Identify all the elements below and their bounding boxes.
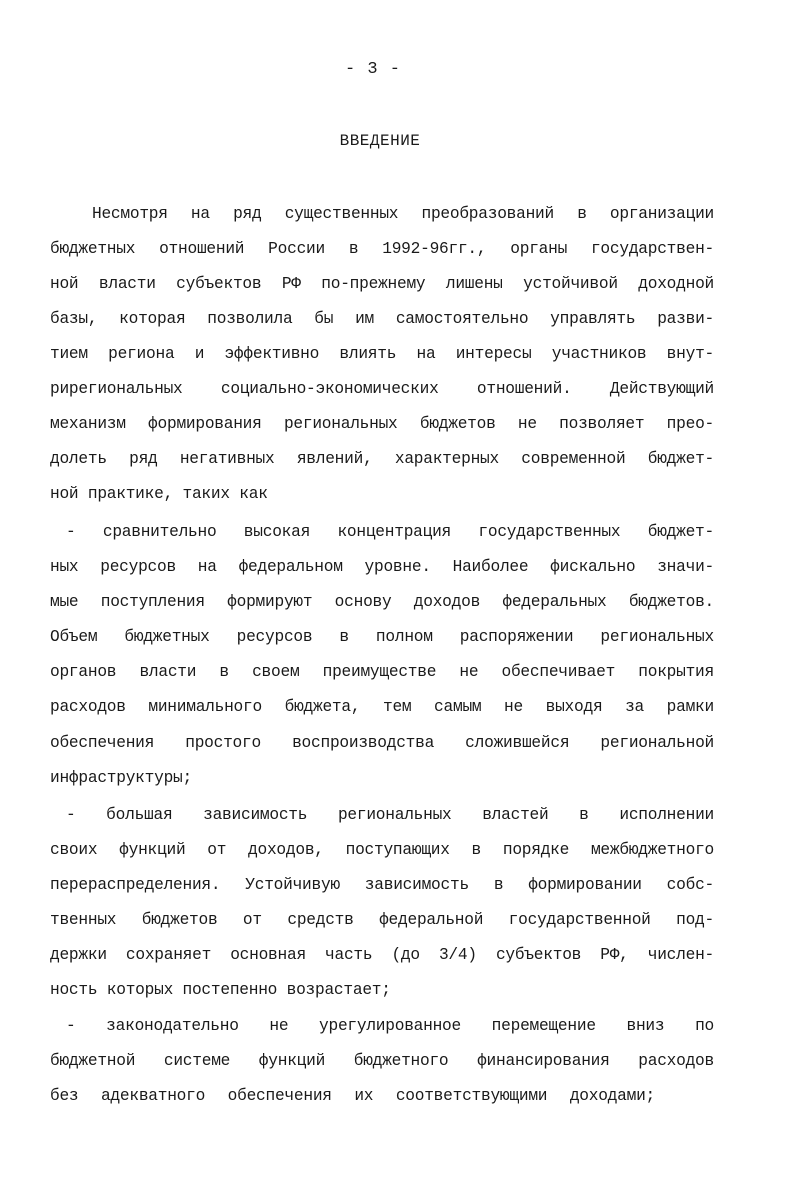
text-line: держки сохраняет основная часть (до 3/4) субъектов РФ, числен-	[50, 946, 714, 964]
text-line: органов власти в своем преимуществе не обеспечивает покрытия	[50, 663, 714, 681]
text-line: мые поступления формируют основу доходов федеральных бюджетов.	[50, 593, 714, 611]
text-line: долеть ряд негативных явлений, характерных современной бюджет-	[50, 450, 714, 468]
page-number: - 3 -	[344, 60, 401, 79]
text-line: Объем бюджетных ресурсов в полном распоряжении региональных	[50, 628, 714, 646]
text-line: механизм формирования региональных бюджетов не позволяет прео-	[50, 415, 714, 433]
text-line: бюджетных отношений России в 1992-96гг., органы государствен-	[50, 240, 714, 258]
text-line: без адекватного обеспечения их соответствующими доходами;	[50, 1087, 655, 1105]
text-line: перераспределения. Устойчивую зависимость в формировании собс-	[50, 876, 714, 894]
text-line: бюджетной системе функций бюджетного финансирования расходов	[50, 1052, 714, 1070]
list-item-line: - законодательно не урегулированное перемещение вниз по	[66, 1017, 714, 1035]
list-item-line: - большая зависимость региональных властей в исполнении	[66, 806, 714, 824]
text-line: ных ресурсов на федеральном уровне. Наиболее фискально значи-	[50, 558, 714, 576]
text-line: рирегиональных социально-экономических отношений. Действующий	[50, 380, 714, 398]
text-line: базы, которая позволила бы им самостоятельно управлять разви-	[50, 310, 714, 328]
text-line: обеспечения простого воспроизводства сложившейся региональной	[50, 734, 714, 752]
text-line: Несмотря на ряд существенных преобразований в организации	[92, 205, 714, 223]
text-line: расходов минимального бюджета, тем самым не выходя за рамки	[50, 698, 714, 716]
text-line: инфраструктуры;	[50, 769, 192, 787]
text-line: ной власти субъектов РФ по-прежнему лишены устойчивой доходной	[50, 275, 714, 293]
text-line: ной практике, таких как	[50, 485, 268, 503]
section-heading: ВВЕДЕНИЕ	[339, 132, 421, 150]
text-line: ность которых постепенно возрастает;	[50, 981, 391, 999]
text-line: тием региона и эффективно влиять на интересы участников внут-	[50, 345, 714, 363]
text-line: твенных бюджетов от средств федеральной государственной под-	[50, 911, 714, 929]
list-item-line: - сравнительно высокая концентрация государственных бюджет-	[66, 523, 714, 541]
text-line: своих функций от доходов, поступающих в порядке межбюджетного	[50, 841, 714, 859]
